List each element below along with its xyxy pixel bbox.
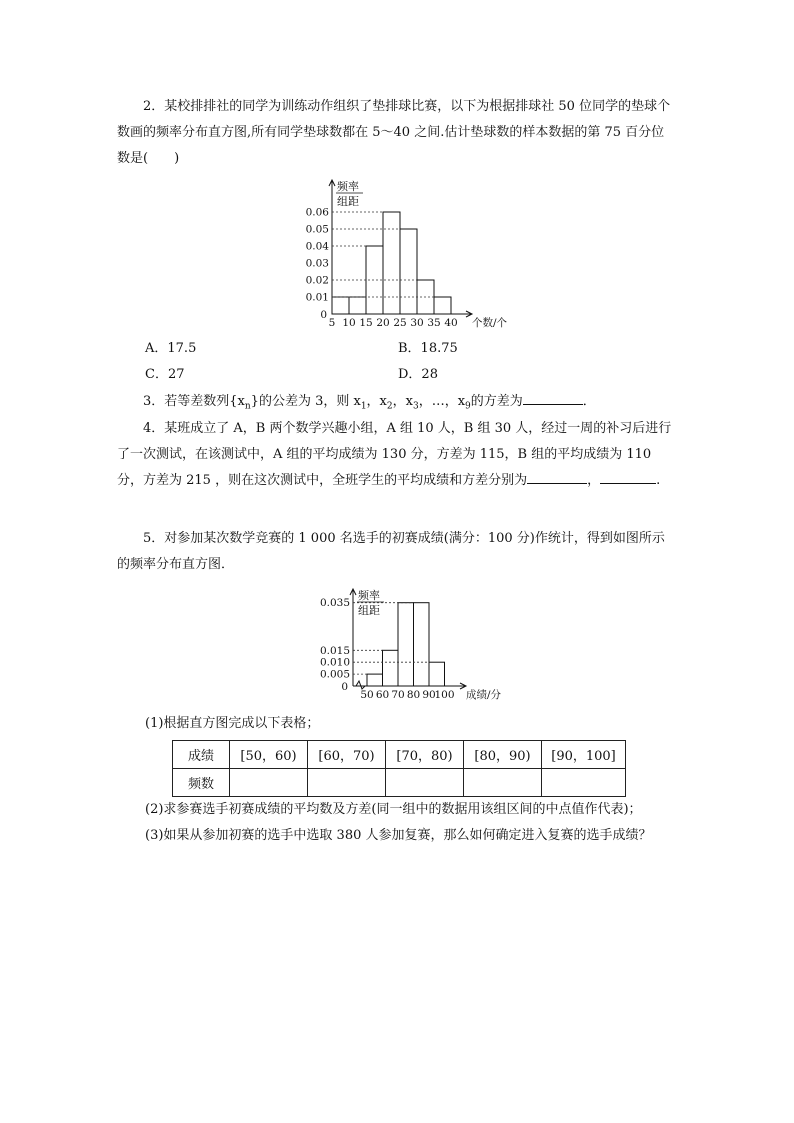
histogram-bar (367, 674, 383, 686)
table-cell: 成绩 (173, 741, 230, 769)
option-a: A．17.5 (145, 341, 197, 356)
table-cell: [60，70) (308, 741, 386, 769)
table-cell: [70，80) (386, 741, 464, 769)
histogram-bar (349, 297, 366, 314)
q4-answer-blank-1[interactable] (527, 469, 587, 484)
axis-break (356, 681, 365, 689)
question-2-text: 2．某校排排社的同学为训练动作组织了垫排球比赛，以下为根据排球社 50 位同学的垫球个数画的频率分布直方图,所有同学垫球数都在 5～40 之间.估计垫球数的样本数据的第 75 百分位数是( ) (117, 99, 671, 166)
q3-prefix: 3．若等差数列{x (143, 394, 245, 409)
histogram-bar (383, 650, 399, 686)
x-tick-label: 100 (434, 689, 455, 701)
y-tick-label: 0.005 (319, 668, 350, 681)
x-tick-label: 15 (359, 317, 373, 329)
y-axis-label-bottom: 组距 (337, 195, 359, 208)
y-tick-label: 0.05 (305, 223, 329, 236)
question-4 (117, 416, 677, 494)
y-tick-label: 0.02 (305, 274, 329, 287)
x-tick-label: 5 (328, 317, 336, 329)
table-cell: [90，100] (542, 741, 626, 769)
x-tick-label: 90 (422, 689, 436, 701)
question-5-text: 5．对参加某次数学竞赛的 1 000 名选手的初赛成绩(满分：100 分)作统计，得到如图所示的频率分布直方图． (117, 531, 665, 572)
q5-sub2: (2)求参赛选手初赛成绩的平均数及方差(同一组中的数据用该组区间的中点值作代表)； (145, 802, 642, 817)
q4-comma: ， (587, 473, 601, 488)
y-tick-label: 0.01 (305, 291, 329, 304)
table-cell[interactable] (386, 769, 464, 797)
q4-text: 4．某班成立了 A，B 两个数学兴趣小组，A 组 10 人，B 组 30 人，经过一周的补习后进行了一次测试，在该测试中，A 组的平均成绩为 130 分，方差为 115，B 组的平均成绩为 110 分，方差为 215 ，则在这次测试中，全班学生的平均成绩和方差分别为 (117, 421, 672, 488)
histogram-bar (414, 603, 430, 686)
y-tick-label: 0.035 (319, 597, 350, 610)
y-tick-label: 0.06 (305, 206, 329, 219)
q4-end: . (656, 473, 661, 488)
table-cell[interactable] (464, 769, 542, 797)
q4-answer-blank-2[interactable] (600, 469, 656, 484)
option-b: B．18.75 (398, 341, 458, 356)
table-cell[interactable] (230, 769, 308, 797)
option-c: C．27 (145, 367, 185, 382)
table-cell: [80，90) (464, 741, 542, 769)
histogram-bar (400, 229, 417, 314)
y-tick-label: 0.03 (305, 257, 329, 270)
x-tick-label: 20 (376, 317, 390, 329)
histogram-2 (316, 585, 506, 703)
table-cell: [50，60) (230, 741, 308, 769)
histogram-bar (434, 297, 451, 314)
q3-end: ． (582, 394, 596, 409)
origin-label: 0 (320, 309, 327, 321)
q5-sub1: (1)根据直方图完成以下表格； (145, 716, 320, 731)
frequency-table (172, 740, 626, 797)
origin-label: 0 (341, 681, 348, 693)
histogram-bar (398, 603, 414, 686)
q3-answer-blank[interactable] (523, 390, 583, 405)
histogram-bar (429, 662, 445, 686)
y-axis-label-bottom: 组距 (358, 604, 380, 617)
x-tick-label: 40 (444, 317, 458, 329)
histogram-bar (332, 297, 349, 314)
x-tick-label: 25 (393, 317, 407, 329)
x-axis-label: 成绩/分 (466, 689, 502, 701)
y-axis-label-top: 频率 (337, 180, 359, 193)
table-row (173, 741, 626, 769)
x-tick-label: 30 (410, 317, 424, 329)
x-tick-label: 35 (427, 317, 441, 329)
q3-tail: 的方差为 (470, 394, 523, 409)
option-d: D．28 (398, 367, 438, 382)
table-cell: 频数 (173, 769, 230, 797)
x-tick-label: 70 (391, 689, 405, 701)
table-cell[interactable] (542, 769, 626, 797)
q5-sub3: (3)如果从参加初赛的选手中选取 380 人参加复赛，那么如何确定进入复赛的选手成绩？ (145, 828, 652, 843)
question-3: 3．若等差数列$\{x_n\}$的公差为 3，则 $x_1$，$x_2$，$x_3$，…，$x_9$的方差为 ． (117, 389, 677, 420)
histogram-1 (300, 176, 525, 332)
x-tick-label: 10 (342, 317, 356, 329)
x-axis-label: 个数/个 (472, 317, 508, 329)
y-tick-label: 0.04 (305, 240, 329, 253)
histogram-bar (383, 212, 400, 314)
q3-mid: }的公差为 3，则 x (250, 394, 361, 409)
x-tick-label: 50 (360, 689, 374, 701)
y-axis-label-top: 频率 (358, 589, 380, 602)
y-tick-label: 0.010 (319, 656, 350, 669)
x-tick-label: 60 (375, 689, 390, 701)
table-row (173, 769, 626, 797)
x-tick-label: 80 (406, 689, 421, 701)
y-tick-label: 0.015 (319, 644, 350, 657)
table-cell[interactable] (308, 769, 386, 797)
